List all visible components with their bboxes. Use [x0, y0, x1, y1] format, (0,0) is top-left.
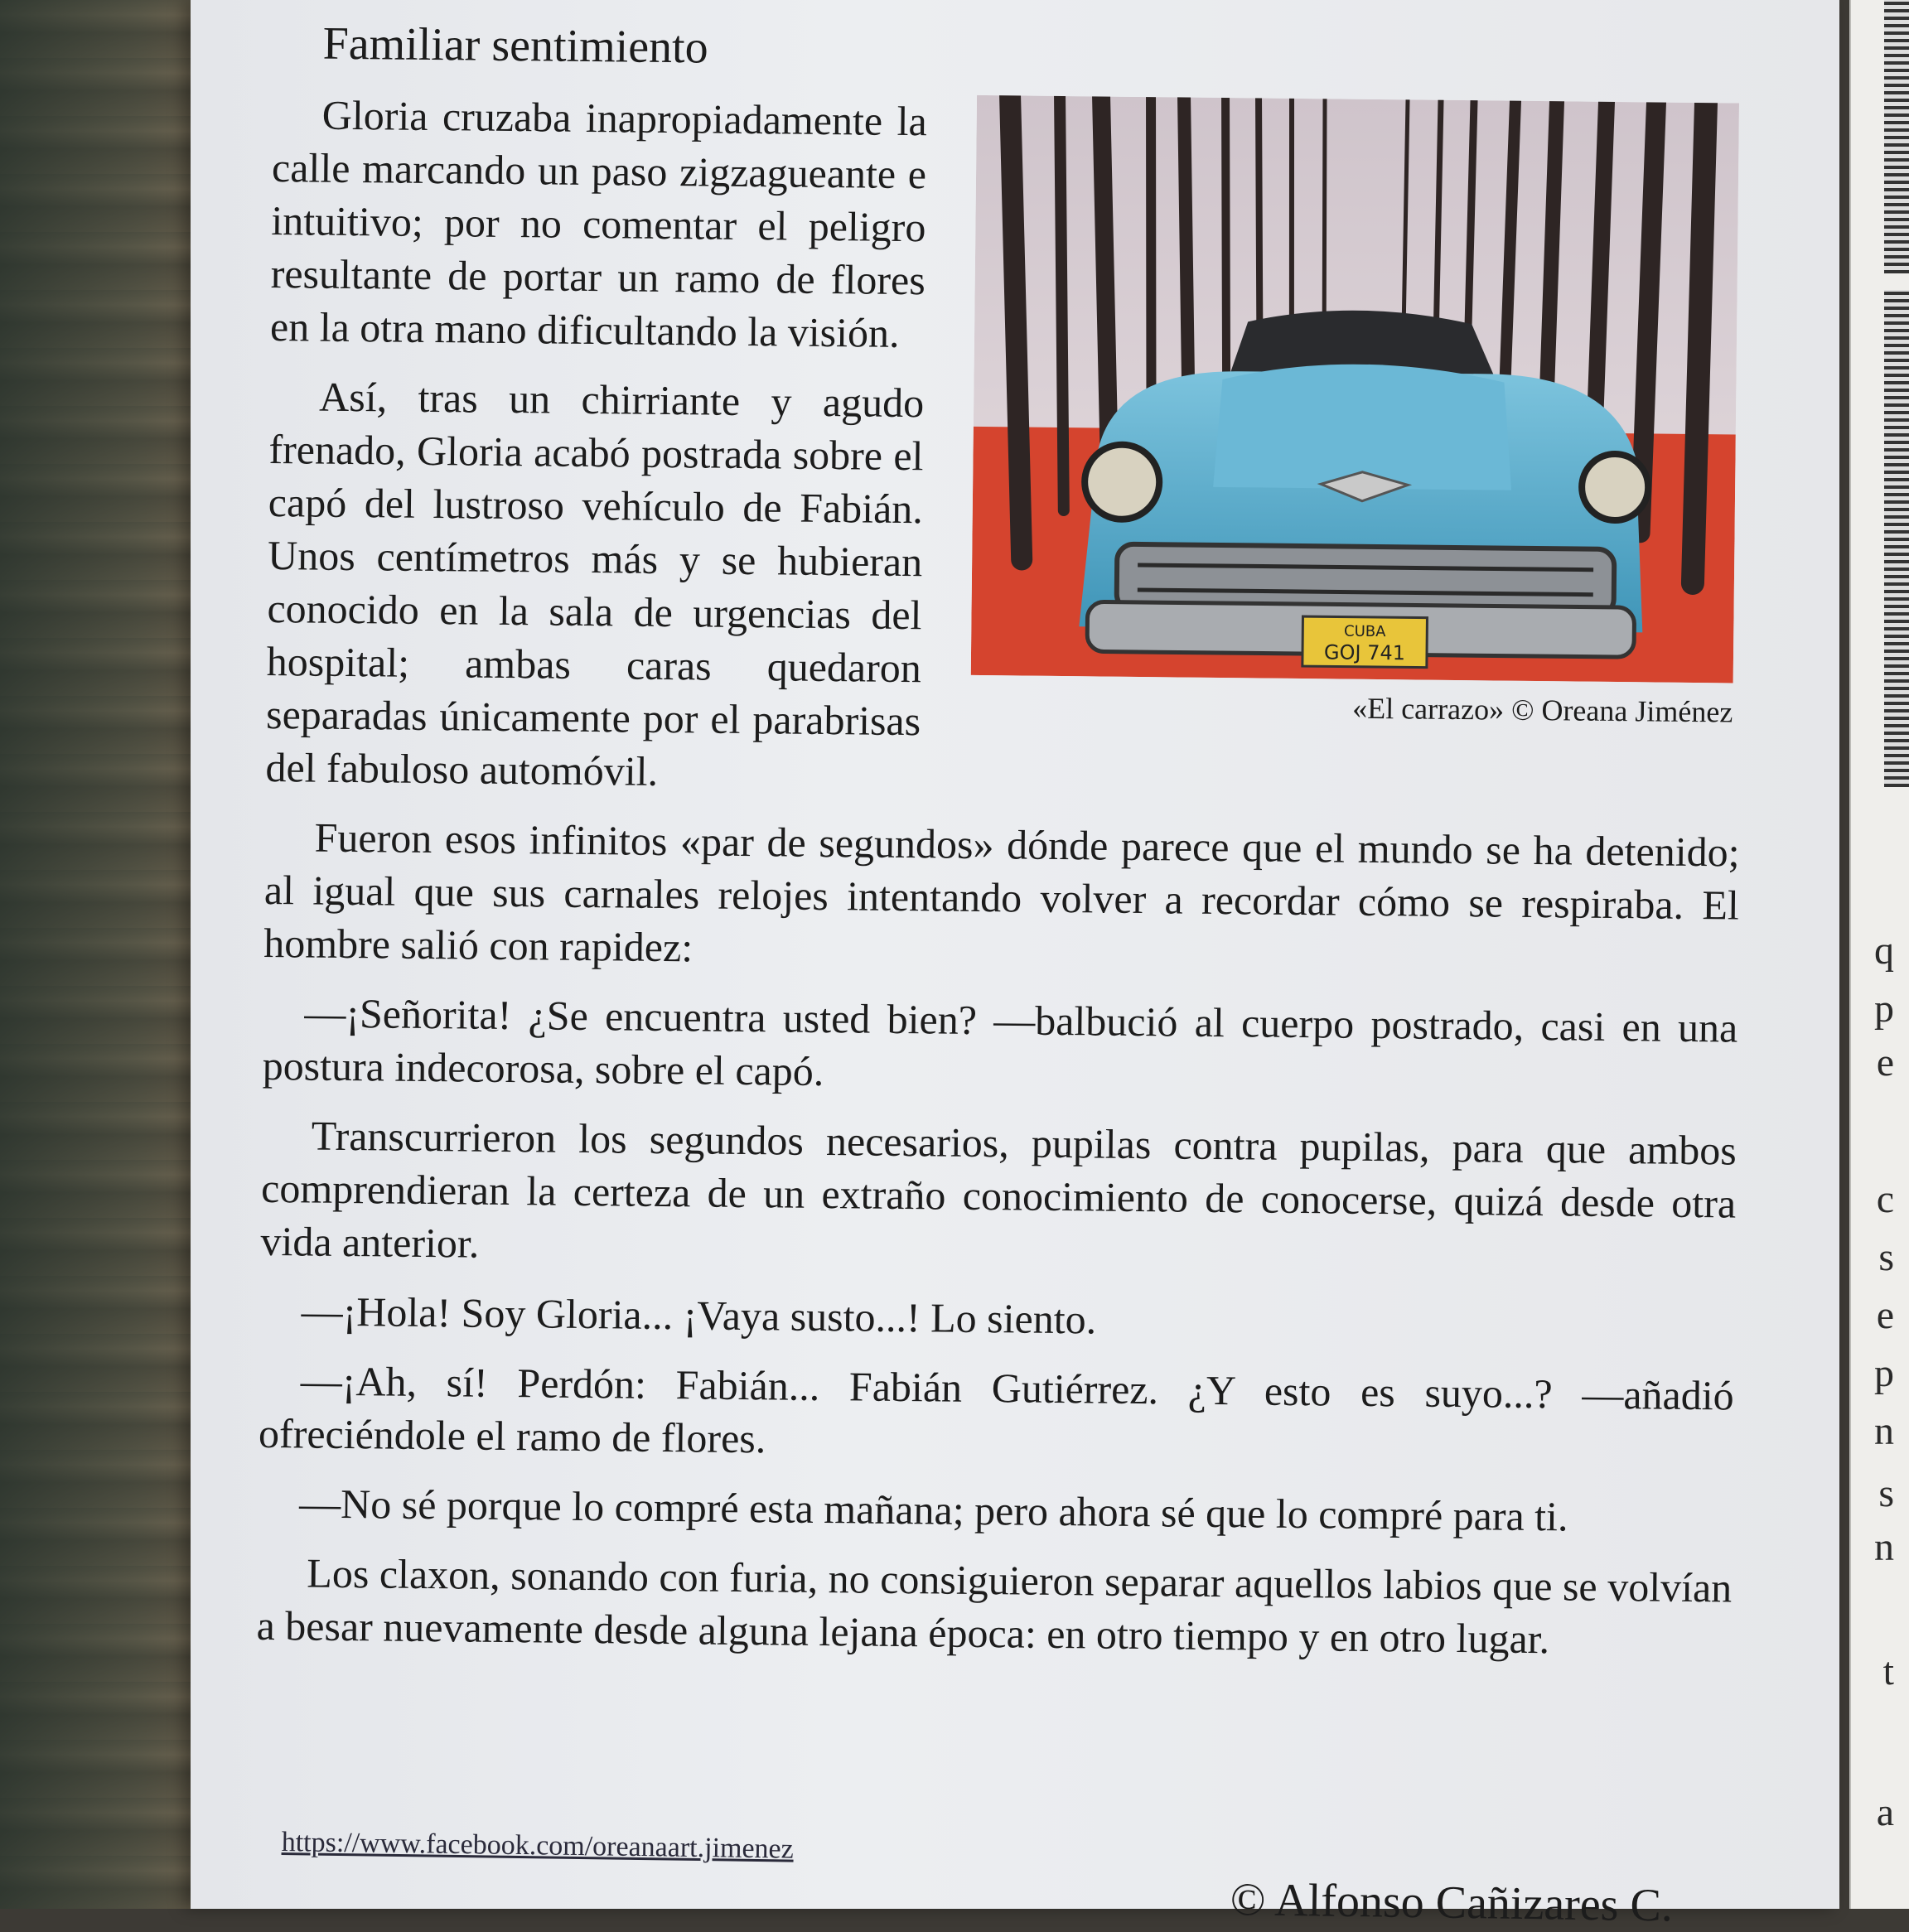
dialogue-paragraph: —No sé porque lo compré esta mañana; pero ahora sé que lo compré para ti. — [298, 1480, 1568, 1540]
illustration-figure — [970, 95, 1747, 730]
paragraph: Así, tras un chirriante y agudo frenado, Gloria acabó postrada sobre el capó del lustroso vehículo de Fabián. Unos centímetros más y se hubieran conocido en la sala de urgencias del hospital; ambas caras quedaron separadas únicamente por el parabrisas del fabuloso automóvil. — [265, 373, 925, 795]
paragraph: Gloria cruzaba inapropiadamente la calle marcando un paso zigzagueante e intuitivo; por no comentar el peligro resultante de portar un ramo de flores en la otra mano dificultando la visión. — [269, 91, 928, 356]
figure-caption: «El carrazo» © Oreana Jiménez — [1352, 691, 1733, 729]
next-page-letter: p — [1874, 1351, 1894, 1395]
story-title: Familiar sentimiento — [322, 17, 709, 74]
next-page-letter: t — [1882, 1649, 1894, 1693]
painting-el-carrazo — [971, 95, 1739, 683]
next-page-edge — [1849, 0, 1909, 1909]
next-page-image-edge-2 — [1884, 290, 1909, 787]
paragraph: Los claxon, sonando con furia, no consiguieron separar aquellos labios que se volvían a besar nuevamente desde alguna lejana época: en otro tiempo y en otro lugar. — [256, 1549, 1733, 1663]
license-plate-number: GOJ 741 — [1323, 640, 1406, 665]
next-page-letter: p — [1874, 987, 1894, 1031]
license-plate-country: CUBA — [1343, 622, 1386, 641]
dialogue-paragraph: —¡Señorita! ¿Se encuentra usted bien? —balbució al cuerpo postrado, casi en una postura indecorosa, sobre el capó. — [262, 989, 1738, 1095]
next-page-letter: n — [1874, 1525, 1894, 1569]
page-content — [256, 17, 1748, 1684]
next-page-letter: e — [1876, 1293, 1894, 1337]
paragraph: Transcurrieron los segundos necesarios, pupilas contra pupilas, para que ambos comprendieran la certeza de un extraño conocimiento de conocerse, quizá desde otra vida anterior. — [260, 1112, 1737, 1267]
next-page-letter: s — [1878, 1471, 1894, 1515]
dialogue-paragraph: —¡Ah, sí! Perdón: Fabián... Fabián Gutiérrez. ¿Y esto es suyo...? —añadió ofreciéndole el ramo de flores. — [258, 1357, 1734, 1462]
next-page-letter: q — [1874, 929, 1894, 973]
book-page — [191, 0, 1839, 1909]
next-page-letter: s — [1878, 1235, 1894, 1279]
facebook-link[interactable]: https://www.facebook.com/oreanaart.jimenez — [281, 1827, 795, 1865]
next-page-image-edge — [1884, 0, 1909, 273]
dialogue-paragraph: —¡Hola! Soy Gloria... ¡Vaya susto...! Lo siento. — [301, 1287, 1097, 1343]
next-page-letter: a — [1876, 1790, 1894, 1834]
author-copyright: © Alfonso Cañizares C. — [1230, 1873, 1674, 1932]
next-page-letter: c — [1876, 1177, 1894, 1221]
paragraph: Fueron esos infinitos «par de segundos» dónde parece que el mundo se ha detenido; al igual que sus carnales relojes intentando volver a recordar cómo se respiraba. El hombre salió con rapidez: — [263, 814, 1740, 971]
next-page-letter: n — [1874, 1409, 1894, 1453]
next-page-letter: e — [1876, 1041, 1894, 1084]
